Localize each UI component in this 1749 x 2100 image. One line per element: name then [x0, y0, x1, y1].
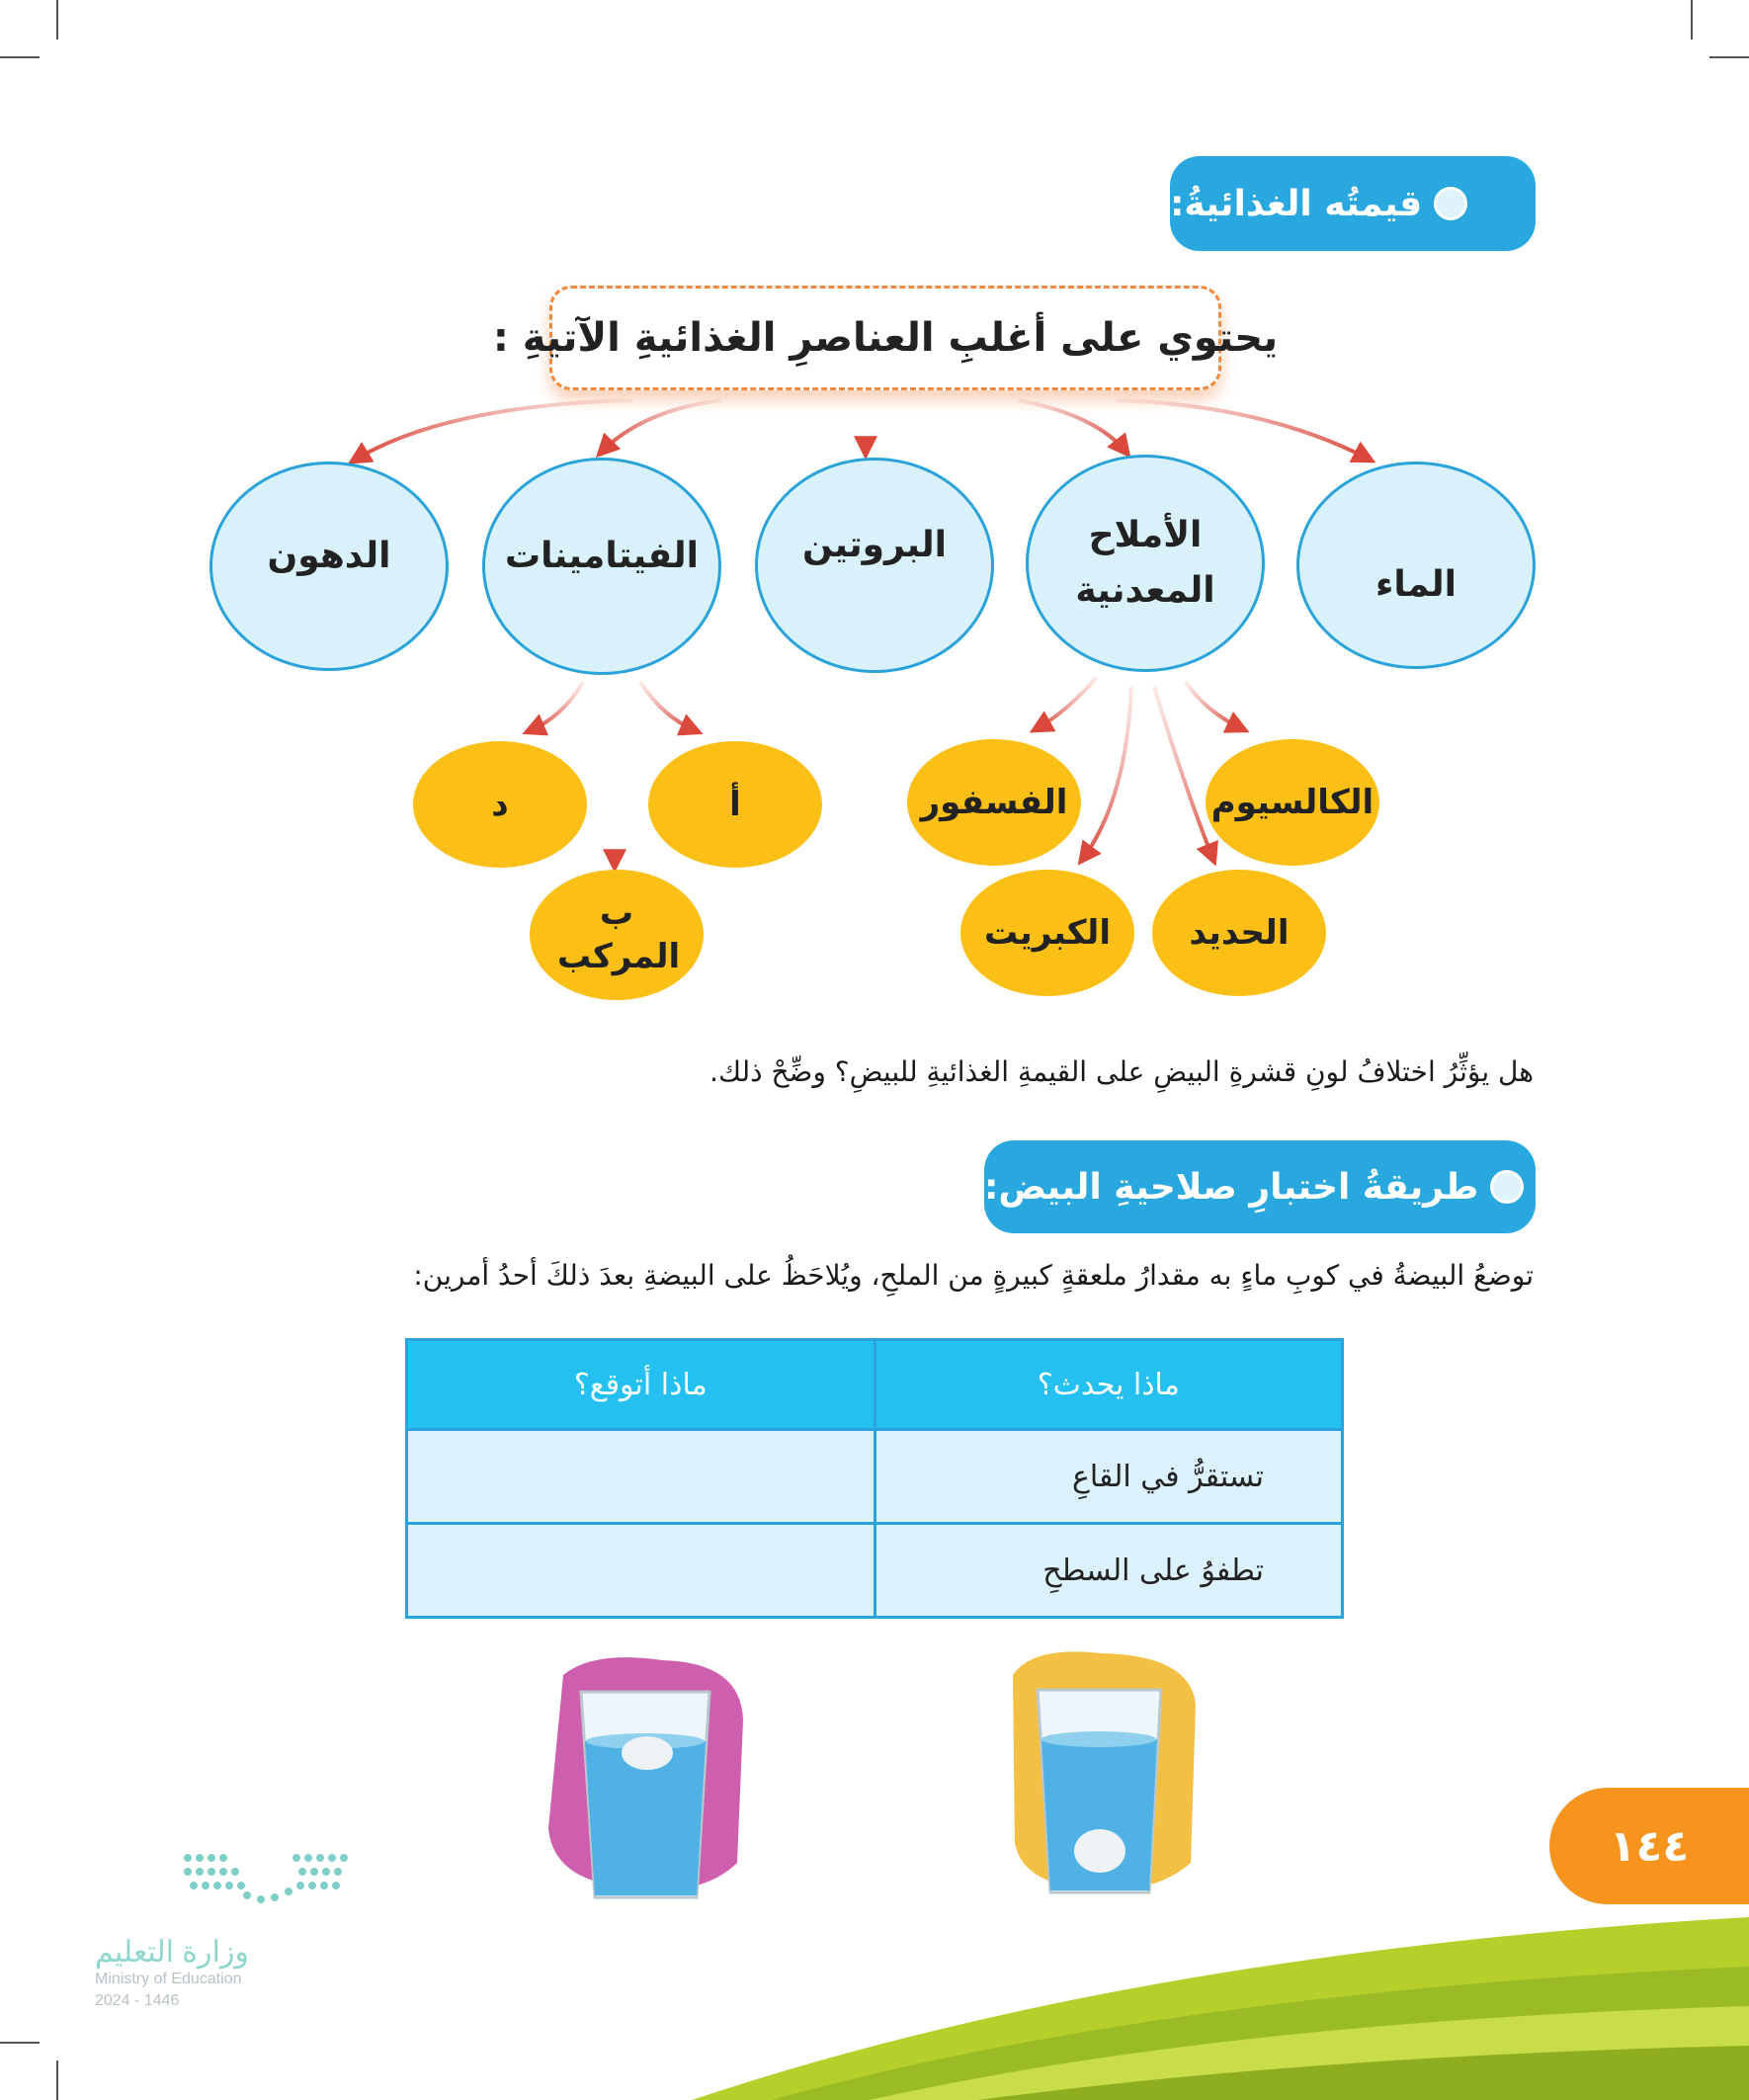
vitamin-b-complex [530, 870, 704, 1000]
mineral-iron [1152, 870, 1326, 996]
decorative-swoosh [0, 1897, 1749, 2100]
glass-egg-floats-icon [534, 1650, 756, 1902]
arrow-to-phosphorus [1036, 677, 1097, 729]
mineral-iron-label: الحديد [1189, 912, 1290, 953]
page-number: ١٤٤ [1549, 1788, 1749, 1904]
header-what-happens: ماذا يحدث؟ [874, 1340, 1343, 1430]
arrow-to-vitamin-d [529, 682, 583, 731]
ministry-name-en: Ministry of Education [95, 1971, 242, 1987]
nutrients-callout: يحتوي على أغلبِ العناصرِ الغذائيةِ الآتيةِ : [549, 286, 1221, 390]
arrow-to-vitamins [601, 400, 721, 453]
arrow-to-fats [354, 400, 632, 461]
arrow-to-water [1117, 400, 1370, 460]
mineral-calcium-label: الكالسيوم [1210, 782, 1374, 822]
nutrition-heading-text: قيمتُه الغذائيةُ: [1170, 183, 1423, 224]
vitamin-d-label: د [491, 784, 509, 824]
element-fats-label: الدهون [267, 536, 391, 577]
vitamin-b-label: ب المركب [557, 892, 681, 976]
mineral-sulfur [960, 870, 1134, 996]
table-header-row [407, 1340, 1343, 1430]
ministry-name-ar: وزارة التعليم [95, 1936, 249, 1969]
arrow-to-iron [1154, 687, 1213, 860]
mineral-calcium [1206, 739, 1379, 866]
cell-expect-empty[interactable] [407, 1524, 875, 1618]
element-protein [755, 458, 994, 673]
table-row [407, 1524, 1343, 1618]
arrow-to-vitamin-a [640, 682, 697, 731]
cell-sinks: تستقرُّ في القاعِ [874, 1430, 1343, 1524]
element-water [1296, 462, 1536, 669]
arrow-to-calcium [1186, 682, 1243, 729]
egg-test-table [405, 1338, 1344, 1619]
cell-floats: تطفوُ على السطحِ [874, 1524, 1343, 1618]
arrow-to-minerals [1018, 400, 1126, 453]
element-vitamins [482, 458, 721, 675]
mineral-phosphorus-label: الفسفور [920, 782, 1068, 822]
mineral-sulfur-label: الكبريت [984, 912, 1111, 953]
bullet-icon [1490, 1170, 1524, 1204]
test-heading [984, 1140, 1536, 1233]
vitamin-a-label: أ [729, 784, 741, 824]
element-fats [209, 462, 449, 671]
element-minerals-label: الأملاح المعدنية [1075, 515, 1215, 611]
mineral-phosphorus [907, 739, 1081, 866]
element-protein-label: البروتين [802, 525, 947, 566]
header-what-expect: ماذا أتوقع؟ [407, 1340, 875, 1430]
question-text: هل يؤثِّرُ اختلافُ لونِ قشرةِ البيضِ على القيمةِ الغذائيةِ للبيضِ؟ وضِّحْ ذلك. [709, 1055, 1534, 1088]
cell-expect-empty[interactable] [407, 1430, 875, 1524]
vitamin-d [413, 741, 587, 868]
element-water-label: الماء [1375, 564, 1457, 606]
glass-egg-sinks-icon [993, 1645, 1206, 1902]
arrow-to-sulfur [1082, 687, 1131, 860]
instruction-text: توضعُ البيضةُ في كوبِ ماءٍ به مقدارُ ملعقةٍ كبيرةٍ من الملحِ، ويُلاحَظُ على البيضةِ بعدَ ذلكَ أحدُ أمرين: [413, 1259, 1534, 1292]
test-heading-text: طريقةُ اختبارِ صلاحيةِ البيض: [984, 1166, 1479, 1208]
moe-logo-icon [178, 1848, 356, 1917]
ministry-edition: 2024 - 1446 [95, 1992, 180, 2009]
element-vitamins-label: الفيتامينات [504, 536, 700, 577]
table-row [407, 1430, 1343, 1524]
element-minerals [1026, 455, 1265, 672]
vitamin-a [648, 741, 822, 868]
